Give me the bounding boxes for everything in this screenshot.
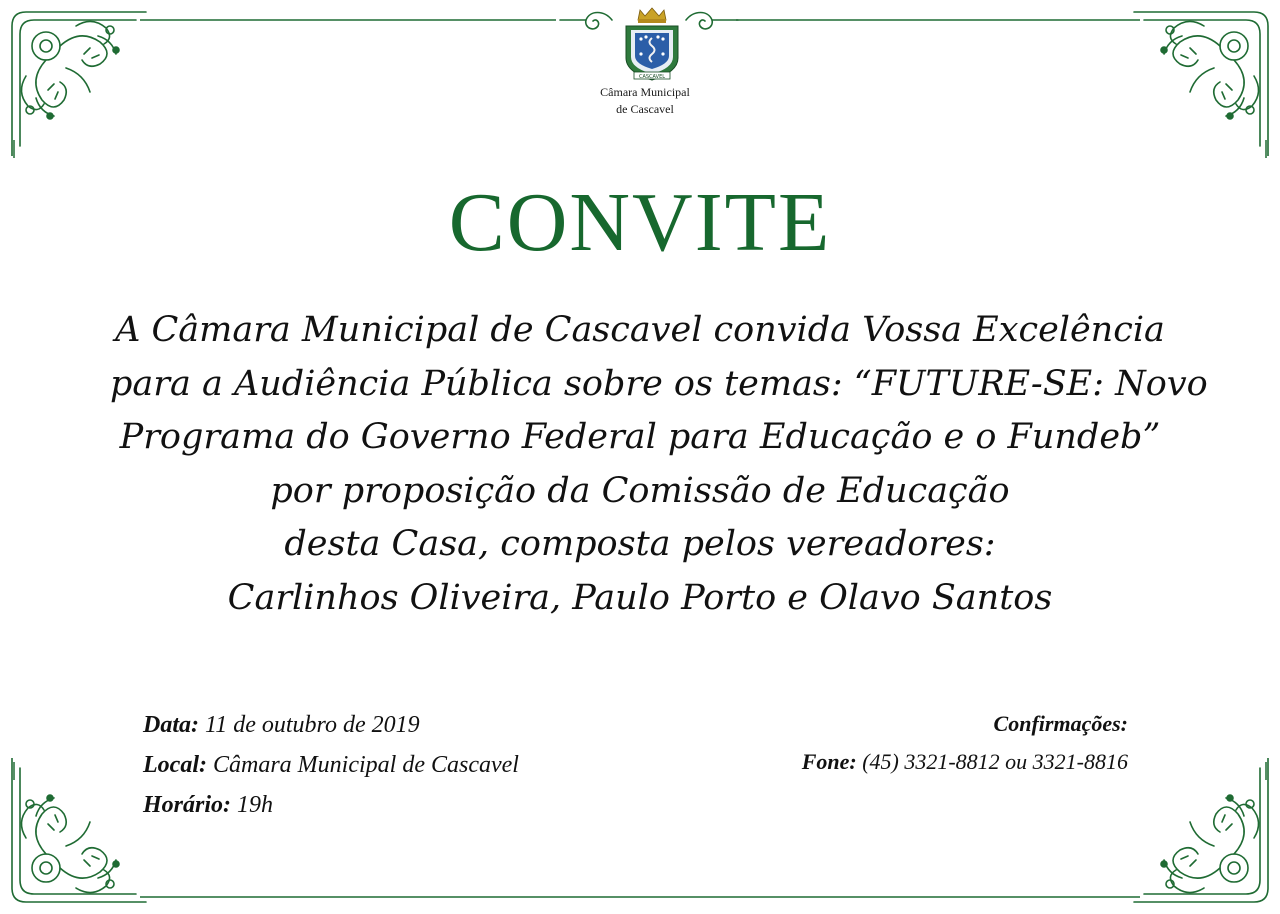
place-value: Câmara Municipal de Cascavel bbox=[212, 752, 519, 778]
body-line: por proposição da Comissão de Educação bbox=[270, 470, 1010, 511]
place-label: Local: bbox=[143, 752, 207, 778]
body-line: Programa do Governo Federal para Educação e o Fundeb” bbox=[119, 417, 1161, 457]
org-name-line1: Câmara Municipal bbox=[600, 85, 690, 99]
date-label: Data: bbox=[143, 712, 199, 738]
org-name bbox=[580, 84, 710, 118]
confirmations-heading: Confirmações: bbox=[993, 711, 1128, 736]
phone-row bbox=[760, 743, 1128, 781]
time-value: 19h bbox=[237, 792, 274, 818]
confirmation-contacts bbox=[760, 705, 1128, 781]
corner-ornament-top-right bbox=[1124, 6, 1274, 156]
date-row bbox=[143, 705, 519, 745]
body-line: desta Casa, composta pelos vereadores: bbox=[284, 524, 996, 564]
place-row bbox=[143, 745, 519, 785]
time-row bbox=[143, 785, 519, 825]
municipal-coat-of-arms-icon bbox=[620, 6, 684, 84]
body-line: A Câmara Municipal de Cascavel convida Vossa Excelência bbox=[115, 310, 1165, 350]
date-value: 11 de outubro de 2019 bbox=[205, 712, 420, 738]
time-label: Horário: bbox=[143, 792, 232, 818]
body-line: Carlinhos Oliveira, Paulo Porto e Olavo Santos bbox=[227, 577, 1053, 618]
corner-ornament-bottom-right bbox=[1124, 758, 1274, 908]
corner-ornament-bottom-left bbox=[6, 758, 156, 908]
event-details bbox=[143, 705, 519, 825]
invitation-body bbox=[110, 304, 1208, 625]
phone-label: Fone: bbox=[801, 749, 857, 774]
org-name-line2: de Cascavel bbox=[616, 102, 674, 116]
phone-value: (45) 3321-8812 ou 3321-8816 bbox=[862, 749, 1128, 774]
corner-ornament-top-left bbox=[6, 6, 156, 156]
emblem-banner-text: CASCAVEL bbox=[638, 73, 666, 80]
invitation-title: CONVITE bbox=[448, 176, 832, 269]
body-line: para a Audiência Pública sobre os temas: “FUTURE-SE: Novo bbox=[110, 363, 1208, 404]
